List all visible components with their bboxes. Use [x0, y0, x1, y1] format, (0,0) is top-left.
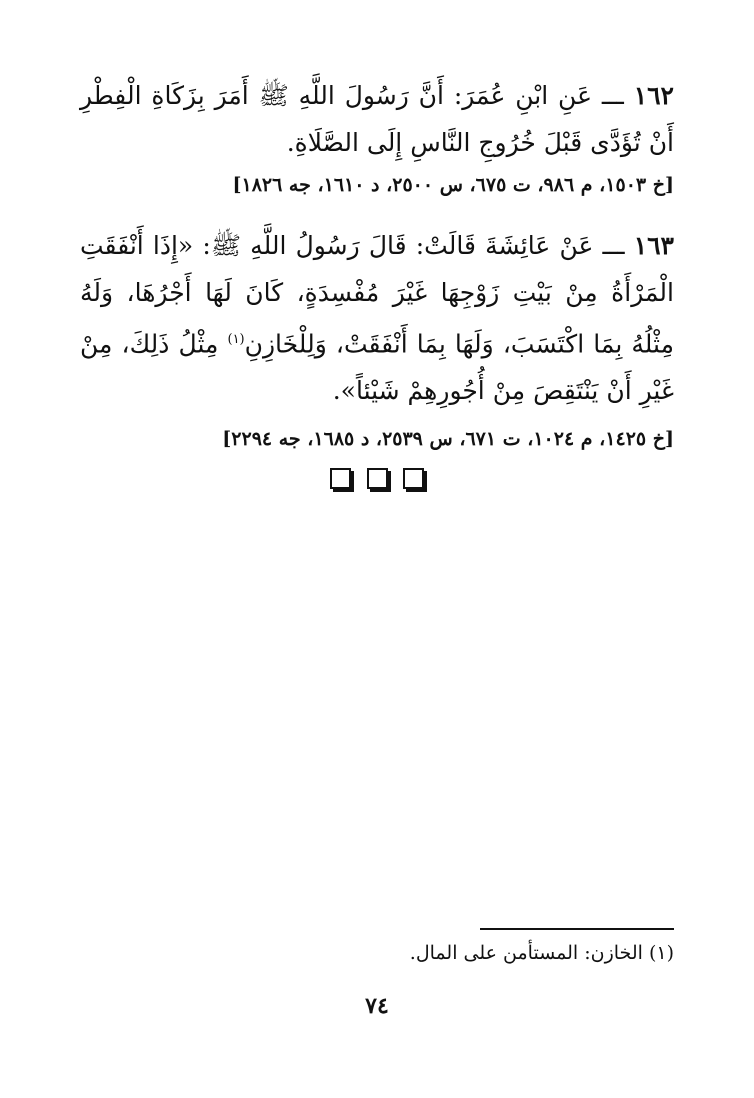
footnote-text: الخازن: المستأمن على المال.	[409, 942, 643, 964]
hadith-text-part-1: ـــ عَنْ عَائِشَةَ قَالَتْ: قَالَ رَسُولُ اللَّهِ ﷺ: «إِذَا أَنْفَقَتِ الْمَرْأَةُ مِنْ بَيْتِ زَوْجِهَا غَيْرَ مُفْسِدَةٍ، كَانَ لَهَا أَجْرُهَا، وَلَهُ مِثْلُهُ بِمَا اكْتَسَبَ، وَلَهَا بِمَا أَنْفَقَتْ، وَلِلْخَازِنِ	[80, 231, 674, 359]
hadith-163	[80, 222, 674, 414]
square-ornament-icon	[403, 468, 424, 489]
footnote-number: (١)	[648, 942, 674, 964]
hadith-162	[80, 72, 674, 166]
footnote-separator	[480, 928, 674, 930]
footnote-marker: (١)	[227, 332, 245, 347]
footnote	[80, 938, 674, 968]
hadith-number: ١٦٣	[633, 231, 674, 260]
section-divider-ornament	[0, 468, 754, 493]
hadith-text: ـــ عَنِ ابْنِ عُمَرَ: أَنَّ رَسُولَ اللَّهِ ﷺ أَمَرَ بِزَكَاةِ الْفِطْرِ أَنْ تُؤَدَّى قَبْلَ خُرُوجِ النَّاسِ إِلَى الصَّلَاةِ.	[80, 81, 674, 157]
hadith-163-reference: [خ ١٤٢٥، م ١٠٢٤، ت ٦٧١، س ٢٥٣٩، د ١٦٨٥، جه ٢٢٩٤]	[222, 428, 674, 450]
square-ornament-icon	[367, 468, 388, 489]
hadith-number: ١٦٢	[633, 81, 674, 110]
square-ornament-icon	[330, 468, 351, 489]
hadith-text-part-2: مِثْلُ ذَلِكَ، مِنْ غَيْرِ أَنْ يَنْتَقِصَ مِنْ أُجُورِهِمْ شَيْئاً».	[80, 329, 674, 406]
hadith-162-reference: [خ ١٥٠٣، م ٩٨٦، ت ٦٧٥، س ٢٥٠٠، د ١٦١٠، جه ١٨٢٦]	[232, 174, 674, 196]
page-number: ٧٤	[365, 993, 389, 1019]
